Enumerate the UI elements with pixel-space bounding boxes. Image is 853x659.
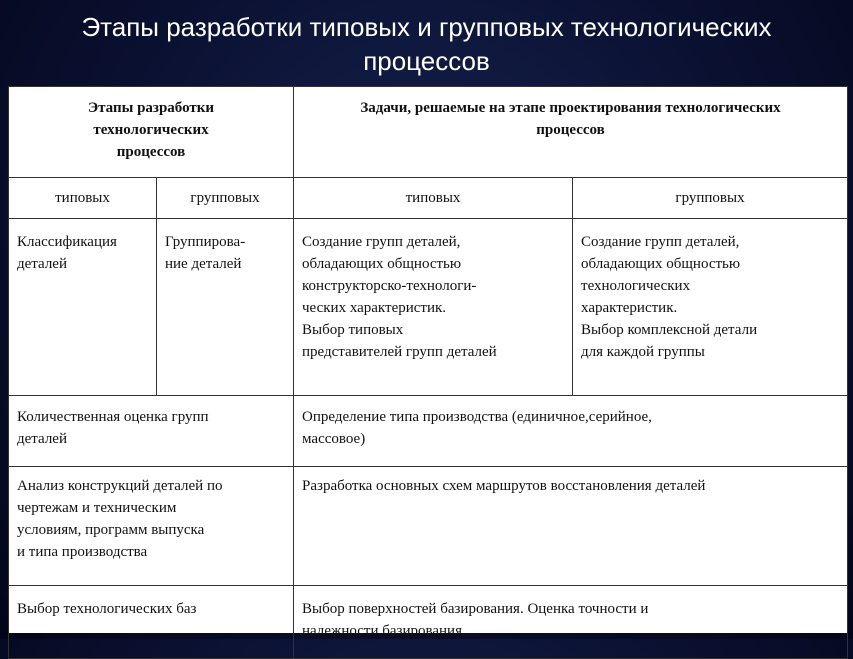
table-row-analysis [9, 467, 848, 586]
cell-line: ние деталей [165, 256, 242, 272]
cell-line: технологических [581, 278, 691, 294]
cell-line: Количественная оценка групп [17, 409, 209, 425]
cell-stage-quantity [9, 396, 294, 467]
cell-line: условиям, программ выпуска [17, 522, 205, 538]
table-header-row [9, 87, 848, 178]
subheader-task-typical: типовых [294, 178, 573, 219]
cell-line: массовое) [302, 431, 366, 447]
header-tasks-line: процессов [536, 122, 605, 138]
cell-line: представителей групп деталей [302, 344, 497, 360]
cell-line: и типа производства [17, 544, 148, 560]
cell-task-group [573, 219, 848, 396]
slide-title [0, 10, 853, 78]
cell-stage-analysis [9, 467, 294, 586]
table-row-bases [9, 586, 848, 659]
header-tasks-line: Задачи, решаемые на этапе проектирования технологических [360, 100, 781, 116]
table-subheader-row [9, 178, 848, 219]
cell-line: Выбор типовых [302, 322, 404, 338]
cell-line: конструкторско-технологи- [302, 278, 477, 294]
cell-task-analysis [294, 467, 848, 586]
cell-task-typical [294, 219, 573, 396]
table-row-classification [9, 219, 848, 396]
cell-line: обладающих общностью [302, 256, 462, 272]
cell-line: надежности базирования [302, 623, 462, 639]
cell-line: деталей [17, 431, 67, 447]
cell-line: Классификация [17, 234, 117, 250]
stages-table [8, 86, 848, 659]
header-stages [9, 87, 294, 178]
cell-line: Выбор комплексной детали [581, 322, 758, 338]
cell-line: обладающих общностью [581, 256, 741, 272]
cell-line: для каждой группы [581, 344, 705, 360]
subheader-stage-group: групповых [157, 178, 294, 219]
table-row-quantity [9, 396, 848, 467]
subheader-task-group: групповых [573, 178, 848, 219]
cell-line: Выбор технологических баз [17, 601, 197, 617]
cell-line: чертежам и техническим [17, 500, 177, 516]
cell-line: ческих характеристик. [302, 300, 447, 316]
cell-task-quantity [294, 396, 848, 467]
cell-line: Создание групп деталей, [302, 234, 461, 250]
cell-line: Разработка основных схем маршрутов восстановления деталей [302, 478, 706, 494]
subheader-stage-typical: типовых [9, 178, 157, 219]
cell-line: Группирова- [165, 234, 246, 250]
cell-line: Определение типа производства (единичное,серийное, [302, 409, 652, 425]
cell-stage-bases [9, 586, 294, 659]
header-stages-line: процессов [116, 144, 186, 160]
table-sheet [8, 86, 847, 639]
cell-stage-typical [9, 219, 157, 396]
cell-line: характеристик. [581, 300, 678, 316]
cell-line: Анализ конструкций деталей по [17, 478, 223, 494]
cell-line: Создание групп деталей, [581, 234, 740, 250]
header-stages-line: Этапы разработки [87, 100, 215, 116]
header-stages-line: технологических [93, 122, 209, 138]
cell-stage-group [157, 219, 294, 396]
cell-line: Выбор поверхностей базирования. Оценка точности и [302, 601, 649, 617]
cell-line: деталей [17, 256, 67, 272]
slide-title-line-1: Этапы разработки типовых и групповых технологических [81, 12, 772, 42]
header-tasks [294, 87, 848, 178]
cell-task-bases [294, 586, 848, 659]
slide-title-line-2: процессов [363, 46, 490, 76]
